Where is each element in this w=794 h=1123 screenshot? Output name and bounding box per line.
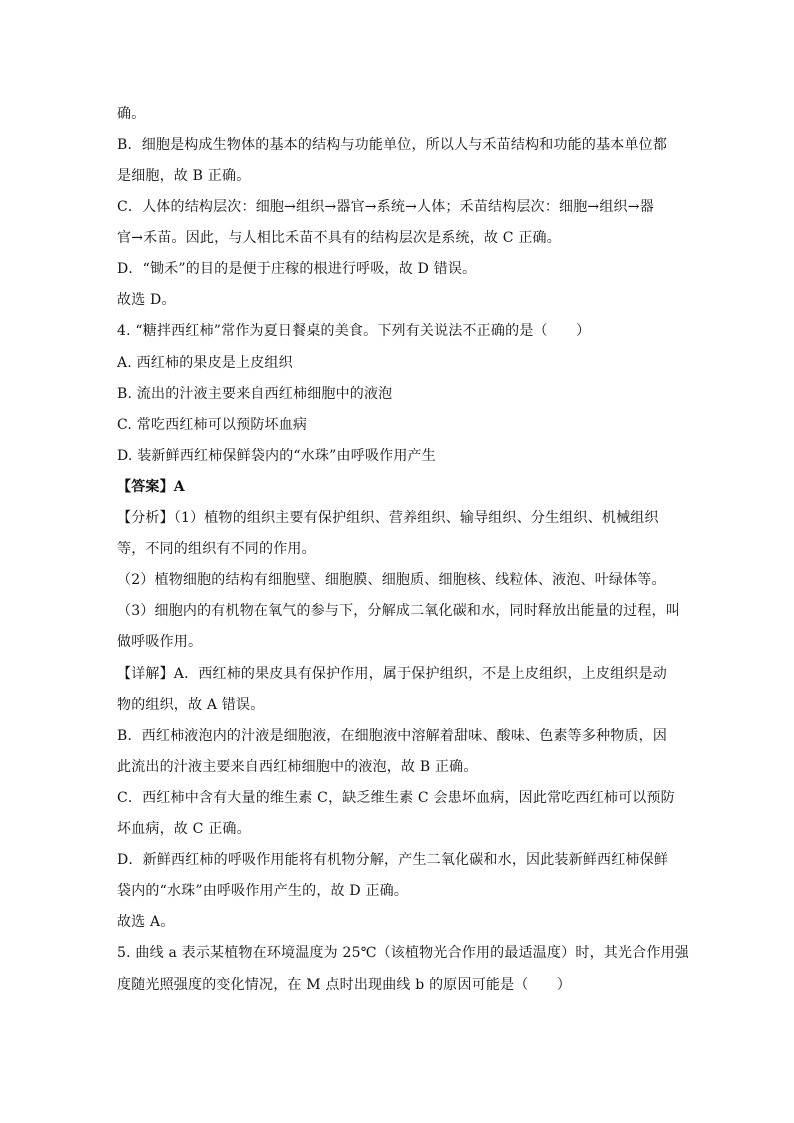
text-line: 坏血病，故 C 正确。 — [117, 821, 251, 837]
explanation-line: 【详解】A．西红柿的果皮具有保护作用，属于保护组织，不是上皮组织，上皮组织是动 — [117, 666, 667, 682]
text-line: 故选 D。 — [117, 292, 176, 308]
analysis-line: 【分析】（1）植物的组织主要有保护组织、营养组织、输导组织、分生组织、机械组织 — [117, 510, 659, 526]
option-a: A. 西红柿的果皮是上皮组织 — [117, 355, 293, 371]
question-5-stem: 5. 曲线 a 表示某植物在环境温度为 25℃（该植物光合作用的最适温度）时，其光合作用强 — [117, 945, 689, 961]
option-b: B. 流出的汁液主要来自西红柿细胞中的液泡 — [117, 386, 393, 402]
answer-line: 【答案】A — [117, 479, 185, 495]
text-line: B．西红柿液泡内的汁液是细胞液，在细胞液中溶解着甜味、酸味、色素等多种物质，因 — [117, 728, 668, 744]
text-line: （2）植物细胞的结构有细胞壁、细胞膜、细胞质、细胞核、线粒体、液泡、叶绿体等。 — [117, 572, 666, 588]
option-c: C. 常吃西红柿可以预防坏血病 — [117, 417, 308, 433]
question-4-stem: 4. “糖拌西红柿”常作为夏日餐桌的美食。下列有关说法不正确的是（ ） — [117, 323, 591, 339]
text-line: 是细胞，故 B 正确。 — [117, 168, 251, 184]
option-d: D. 装新鲜西红柿保鲜袋内的“水珠”由呼吸作用产生 — [117, 448, 436, 464]
text-line: D．新鲜西红柿的呼吸作用能将有机物分解，产生二氧化碳和水，因此装新鲜西红柿保鲜 — [117, 852, 669, 868]
text-line: 做呼吸作用。 — [117, 634, 203, 650]
text-line: （3）细胞内的有机物在氧气的参与下，分解成二氧化碳和水，同时释放出能量的过程，叫 — [117, 603, 680, 619]
text-line: 此流出的汁液主要来自西红柿细胞中的液泡，故 B 正确。 — [117, 759, 478, 775]
text-line: C．人体的结构层次：细胞→组织→器官→系统→人体；禾苗结构层次：细胞→组织→器 — [117, 199, 654, 215]
text-line: 物的组织，故 A 错误。 — [117, 697, 265, 713]
text-line: 故选 A。 — [117, 914, 175, 930]
text-line: 袋内的“水珠”由呼吸作用产生的，故 D 正确。 — [117, 883, 409, 899]
text-line: 官→禾苗。因此，与人相比禾苗不具有的结构层次是系统，故 C 正确。 — [117, 230, 561, 246]
text-line: B．细胞是构成生物体的基本的结构与功能单位，所以人与禾苗结构和功能的基本单位都 — [117, 137, 668, 153]
text-line: 确。 — [117, 106, 146, 122]
text-line: D．“锄禾”的目的是便于庄稼的根进行呼吸，故 D 错误。 — [117, 261, 477, 277]
text-line: 度随光照强度的变化情况，在 M 点时出现曲线 b 的原因可能是（ ） — [117, 977, 572, 993]
text-line: 等，不同的组织有不同的作用。 — [117, 541, 316, 557]
text-line: C．西红柿中含有大量的维生素 C，缺乏维生素 C 会患坏血病，因此常吃西红柿可以预防 — [117, 790, 675, 806]
